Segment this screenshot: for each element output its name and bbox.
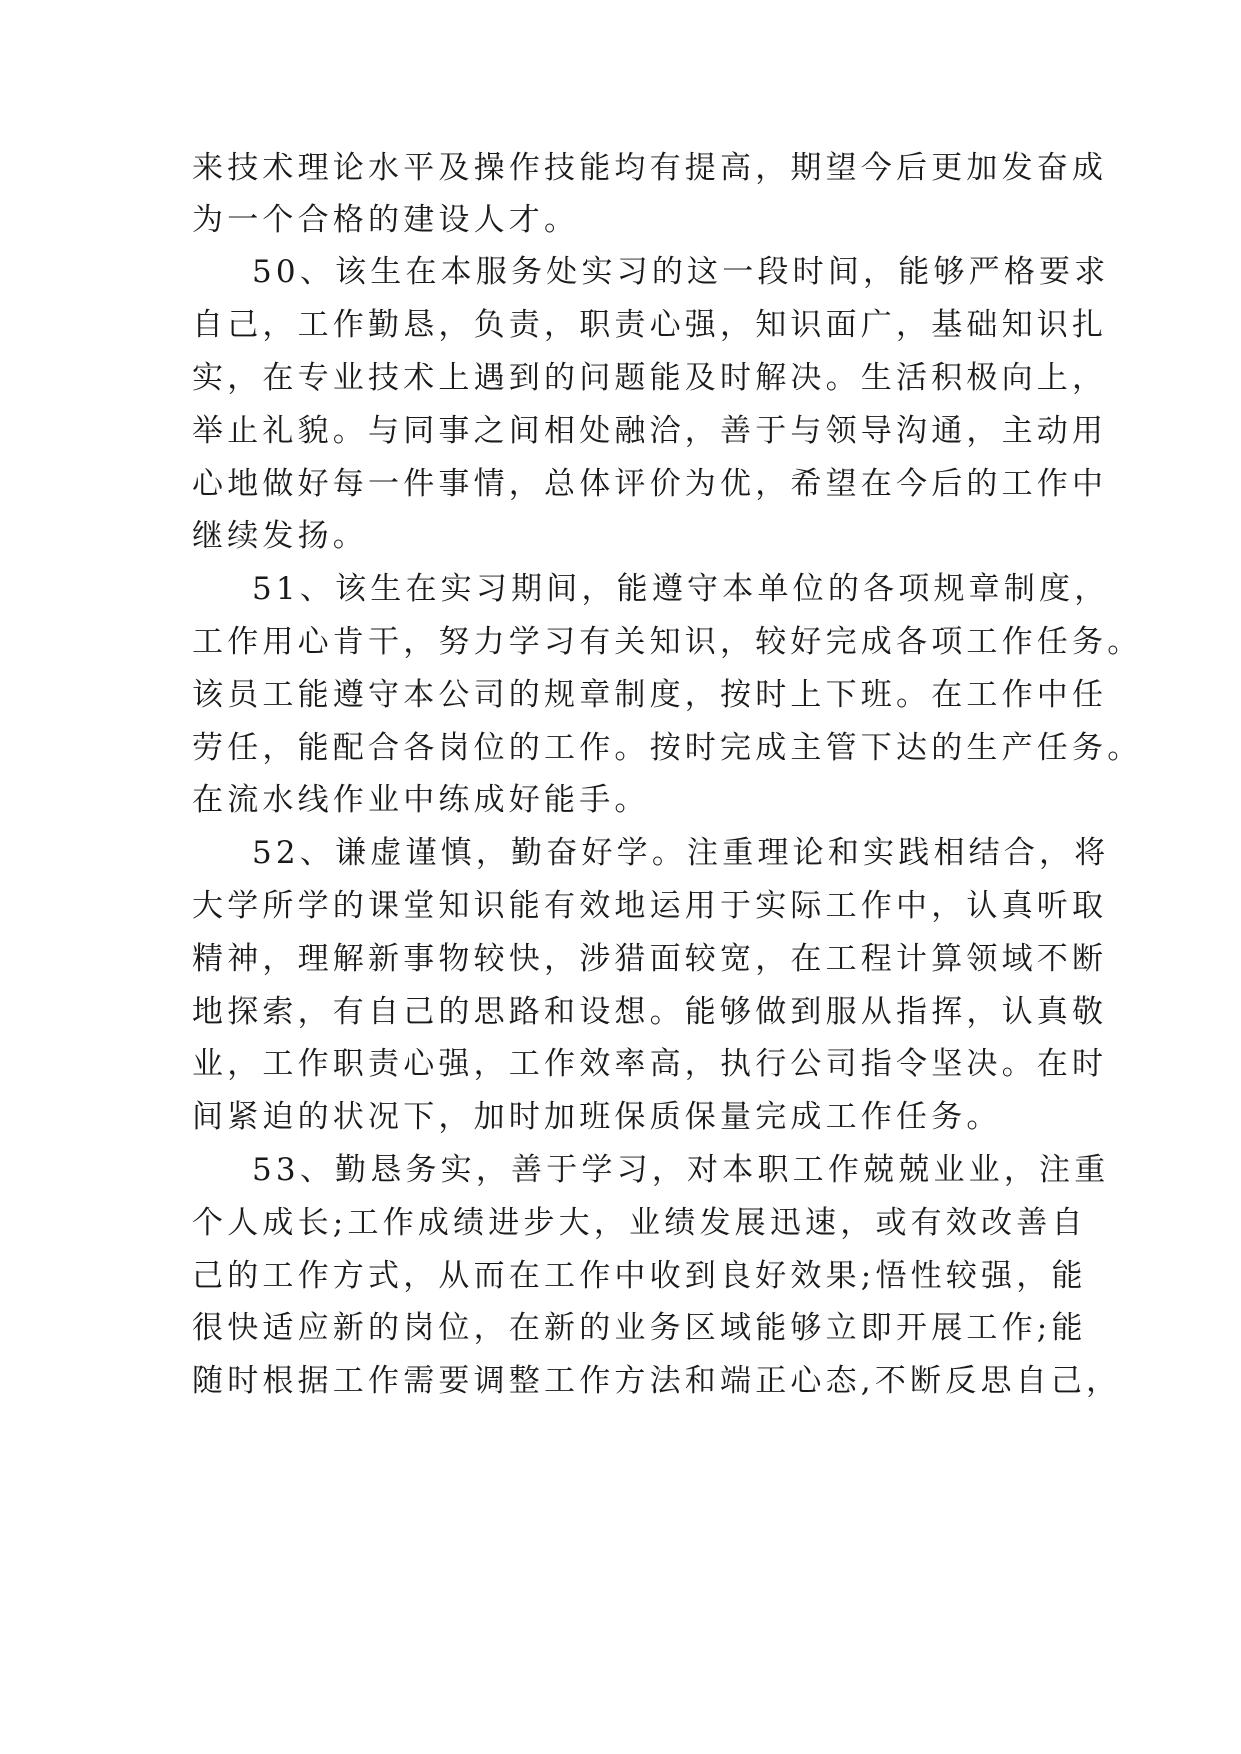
text-line: 工作用心肯干，努力学习有关知识，较好完成各项工作任务。: [192, 624, 1143, 660]
text-line: 精神，理解新事物较快，涉猎面较宽，在工程计算领域不断: [192, 941, 1108, 977]
text-line: 个人成长;工作成绩进步大，业绩发展迅速，或有效改善自: [192, 1205, 1087, 1241]
text-line: 很快适应新的岗位，在新的业务区域能够立即开展工作;能: [192, 1310, 1087, 1346]
paragraph-51-start: 51、该生在实习期间，能遵守本单位的各项规章制度，: [252, 571, 1110, 607]
text-line: 为一个合格的建设人才。: [192, 202, 580, 238]
text-line: 心地做好每一件事情，总体评价为优，希望在今后的工作中: [192, 466, 1108, 502]
text-line: 随时根据工作需要调整工作方法和端正心态,不断反思自己，: [192, 1363, 1122, 1399]
text-line: 业，工作职责心强，工作效率高，执行公司指令坚决。在时: [192, 1046, 1108, 1082]
text-line: 劳任，能配合各岗位的工作。按时完成主管下达的生产任务。: [192, 730, 1143, 766]
text-line: 在流水线作业中练成好能手。: [192, 782, 650, 818]
text-line: 间紧迫的状况下，加时加班保质保量完成工作任务。: [192, 1099, 1002, 1135]
text-line: 来技术理论水平及操作技能均有提高，期望今后更加发奋成: [192, 150, 1108, 186]
paragraph-50-start: 50、该生在本服务处实习的这一段时间，能够严格要求: [252, 254, 1110, 290]
paragraph-53-start: 53、勤恳务实，善于学习，对本职工作兢兢业业，注重: [252, 1152, 1110, 1188]
text-line: 继续发扬。: [192, 518, 368, 554]
text-line: 己的工作方式，从而在工作中收到良好效果;悟性较强，能: [192, 1258, 1087, 1294]
text-line: 地探索，有自己的思路和设想。能够做到服从指挥，认真敬: [192, 994, 1108, 1030]
text-line: 实，在专业技术上遇到的问题能及时解决。生活积极向上，: [192, 360, 1108, 396]
text-line: 举止礼貌。与同事之间相处融洽，善于与领导沟通，主动用: [192, 413, 1108, 449]
text-line: 该员工能遵守本公司的规章制度，按时上下班。在工作中任: [192, 677, 1108, 713]
text-line: 自己，工作勤恳，负责，职责心强，知识面广，基础知识扎: [192, 307, 1108, 343]
paragraph-52-start: 52、谦虚谨慎，勤奋好学。注重理论和实践相结合，将: [252, 835, 1110, 871]
text-line: 大学所学的课堂知识能有效地运用于实际工作中，认真听取: [192, 888, 1108, 924]
